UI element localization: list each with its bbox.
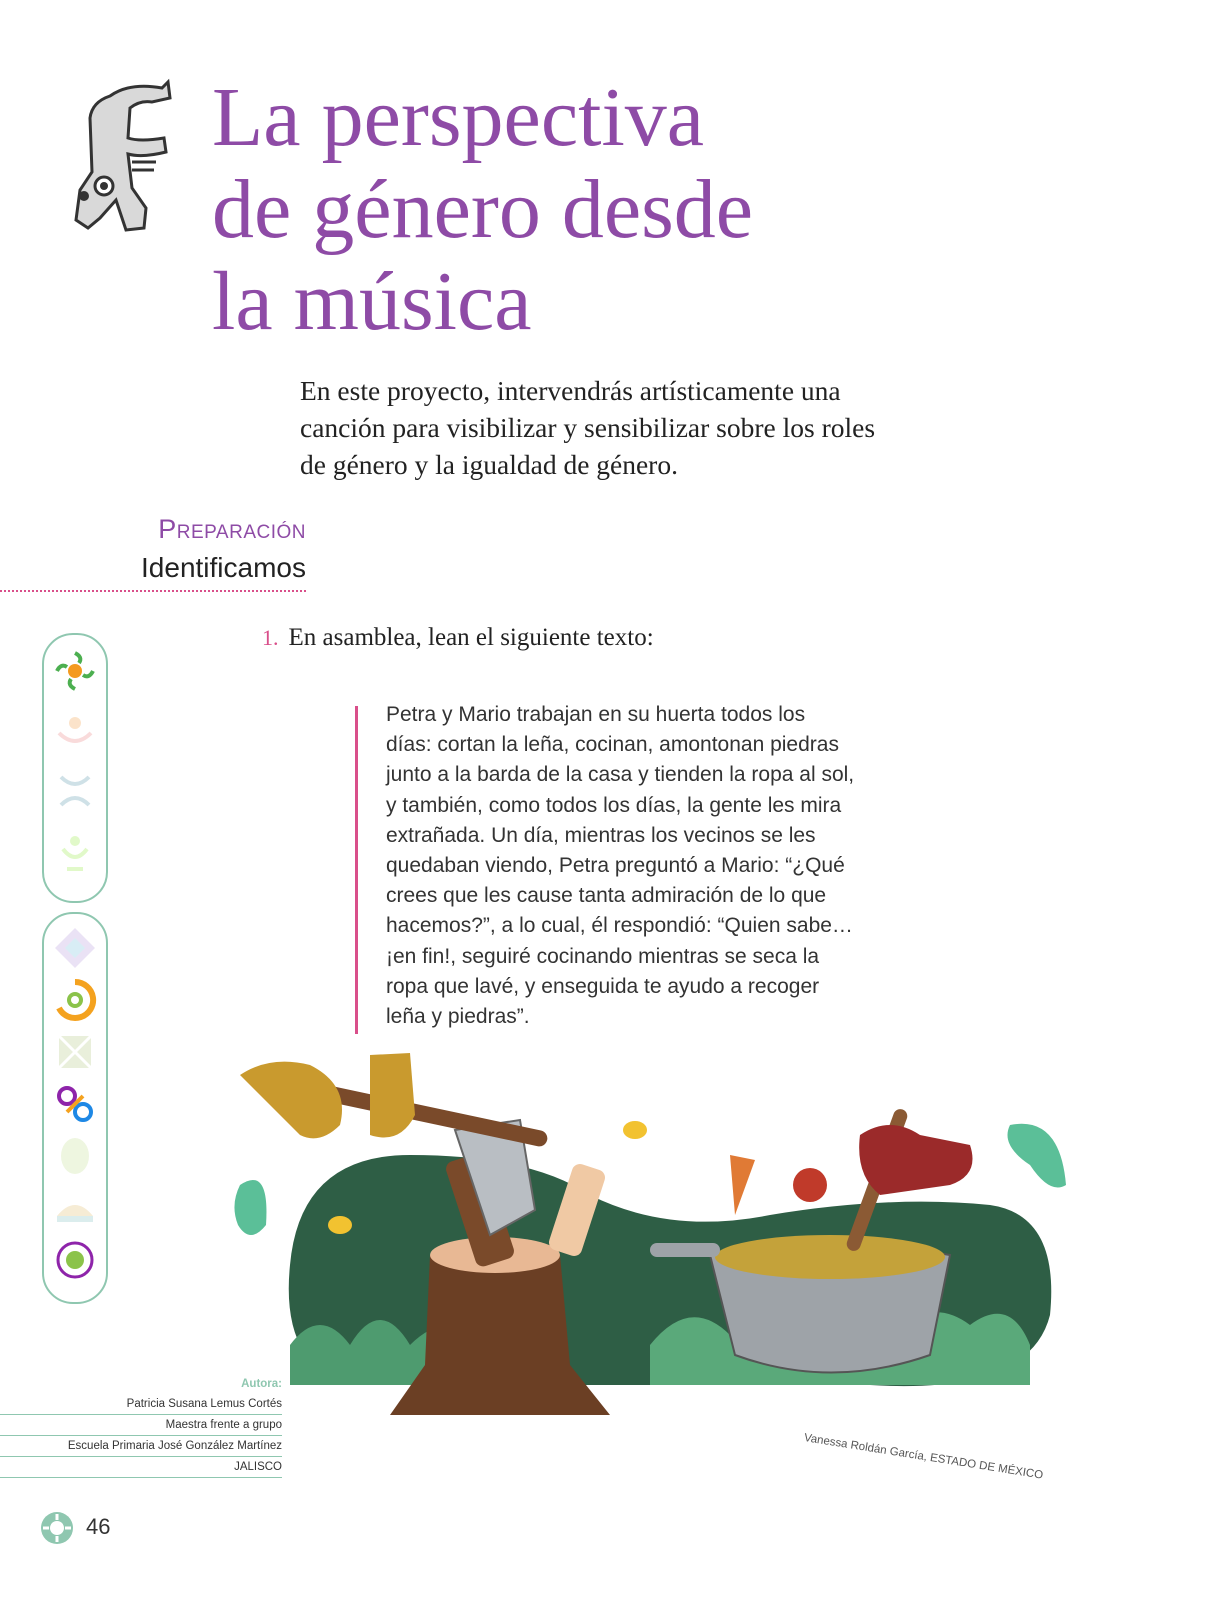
bee-icon bbox=[328, 1216, 352, 1234]
leaf-icon bbox=[234, 1180, 266, 1235]
nature-icon[interactable] bbox=[53, 1134, 97, 1178]
reading-line: junto a la barda de la casa y tienden la ropa al sol, bbox=[386, 763, 855, 787]
sidebar-fields-group bbox=[42, 912, 108, 1304]
illustration-garden-chores bbox=[230, 1045, 1090, 1465]
health-icon[interactable] bbox=[53, 1238, 97, 1282]
reading-line: extrañada. Un día, mientras los vecinos se les bbox=[386, 823, 816, 847]
reading-line: días: cortan la leña, cocinan, amontonan piedras bbox=[386, 733, 839, 757]
reading-line: y también, como todos los días, la gente les mira bbox=[386, 793, 842, 817]
tomato-icon bbox=[793, 1168, 827, 1202]
intro-paragraph bbox=[300, 372, 900, 483]
quote-bar bbox=[355, 706, 358, 1034]
oven-mitt-icon bbox=[859, 1125, 972, 1195]
instruction-step bbox=[262, 624, 654, 652]
ethics-icon[interactable] bbox=[53, 1030, 97, 1074]
humanities-active-icon[interactable] bbox=[53, 1082, 97, 1126]
section-kicker: Preparación bbox=[158, 514, 306, 544]
title-line: de género desde bbox=[212, 163, 754, 256]
reading-line: leña y piedras”. bbox=[386, 1005, 530, 1029]
reading-line: ropa que lavé, y enseguida te ayudo a recoger bbox=[386, 974, 820, 998]
reading-line: Petra y Mario trabajan en su huerta todos los bbox=[386, 703, 806, 726]
community-icon[interactable] bbox=[53, 829, 97, 873]
reading-text bbox=[386, 700, 906, 1032]
glove-icon bbox=[370, 1053, 415, 1138]
section-title: Identificamos bbox=[141, 552, 306, 583]
carrot-icon bbox=[730, 1155, 755, 1215]
intro-line: de género y la igualdad de género. bbox=[300, 449, 678, 480]
earth-icon[interactable] bbox=[53, 1186, 97, 1230]
language-icon[interactable] bbox=[53, 926, 97, 970]
glove-icon bbox=[240, 1062, 342, 1139]
leaf-icon bbox=[1008, 1124, 1067, 1188]
author-label: Autora: bbox=[241, 1378, 282, 1390]
community-icon[interactable] bbox=[53, 709, 97, 753]
pre-hispanic-glyph-icon bbox=[70, 78, 180, 238]
sidebar-community-group bbox=[42, 633, 108, 903]
author-role: Maestra frente a grupo bbox=[0, 1415, 282, 1436]
section-divider bbox=[0, 590, 306, 592]
reading-line: quedaban viendo, Petra preguntó a Mario: “¿Qué bbox=[386, 854, 845, 878]
reading-line: hacemos?”, a lo cual, él respondió: “Quien sabe… bbox=[386, 914, 853, 938]
illustration-credit: Vanessa Roldán García, ESTADO DE MÉXICO bbox=[803, 1432, 1044, 1482]
step-number: 1. bbox=[262, 625, 279, 650]
pot-handle-icon bbox=[650, 1243, 720, 1257]
bee-icon bbox=[623, 1121, 647, 1139]
knowledge-active-icon[interactable] bbox=[53, 978, 97, 1022]
author-credits bbox=[0, 1374, 282, 1478]
page-number: 46 bbox=[86, 1514, 111, 1539]
page-badge-icon bbox=[40, 1511, 74, 1545]
title-line: La perspectiva bbox=[212, 71, 705, 164]
community-active-icon[interactable] bbox=[53, 649, 97, 693]
community-icon[interactable] bbox=[53, 769, 97, 813]
intro-line: canción para visibilizar y sensibilizar sobre los roles bbox=[300, 412, 876, 443]
pot-soup bbox=[715, 1235, 945, 1279]
intro-line: En este proyecto, intervendrás artísticamente una bbox=[300, 375, 841, 406]
author-school: Escuela Primaria José González Martínez bbox=[0, 1436, 282, 1457]
reading-line: ¡en fin!, seguiré cocinando mientras se seca la bbox=[386, 944, 820, 968]
page-title bbox=[212, 72, 753, 348]
reading-line: crees que les cause tanta admiración de lo que bbox=[386, 884, 827, 908]
author-name: Patricia Susana Lemus Cortés bbox=[0, 1394, 282, 1415]
title-line: la música bbox=[212, 255, 532, 348]
author-state: JALISCO bbox=[0, 1457, 282, 1478]
step-text: En asamblea, lean el siguiente texto: bbox=[288, 624, 654, 651]
